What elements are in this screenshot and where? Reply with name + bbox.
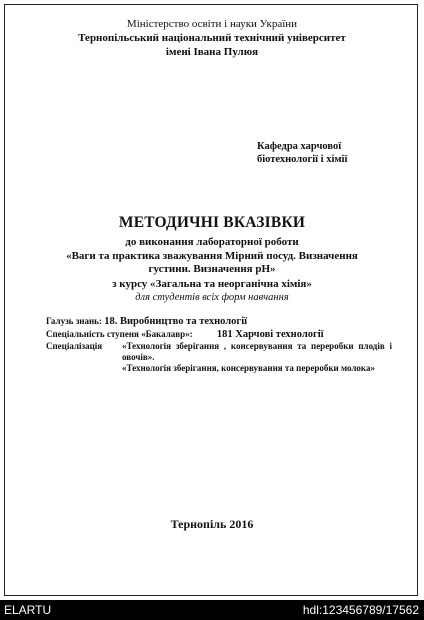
document-title: МЕТОДИЧНІ ВКАЗІВКИ (118, 214, 306, 231)
specialty-row (46, 329, 324, 340)
field-label: Галузь знань: (46, 316, 102, 326)
named-after-line: імені Івана Пулюя (165, 46, 259, 58)
specialization-item-1: «Технологія зберігання , консервування та переробки плодів і овочів». (122, 341, 392, 362)
department-block (257, 140, 347, 166)
city-year: Тернопіль 2016 (170, 517, 254, 531)
specialization-label: Спеціалізація (46, 341, 103, 351)
document-topic: «Ваги та практика зважування Мірний посуд. Визначення густини. Визначення pH» (66, 250, 358, 275)
audience-line: для студентів всіх форм навчання (135, 292, 289, 303)
department-line-2: біотехнології і хімії (257, 154, 348, 165)
course-line: з курсу «Загальна та неорганічна хімія» (112, 278, 312, 290)
handle-identifier: hdl:123456789/17562 (302, 603, 419, 617)
document-purpose: до виконання лабораторної роботи (125, 236, 299, 248)
repository-name: ELARTU (4, 603, 52, 617)
specialty-label: Спеціальність ступеня «Бакалавр»: (46, 329, 193, 339)
university-line: Тернопільський національний технічний університет (78, 32, 346, 44)
department-line-1: Кафедра харчової (257, 141, 342, 152)
field-of-knowledge-row (46, 316, 247, 327)
ministry-line: Міністерство освіти і науки України (126, 18, 298, 30)
field-value: 18. Виробництво та технології (104, 316, 248, 327)
specialty-value: 181 Харчові технології (216, 329, 324, 340)
repository-footer (0, 600, 424, 620)
specialization-item-2: «Технологія зберігання, консервування та переробки молока» (122, 363, 375, 373)
